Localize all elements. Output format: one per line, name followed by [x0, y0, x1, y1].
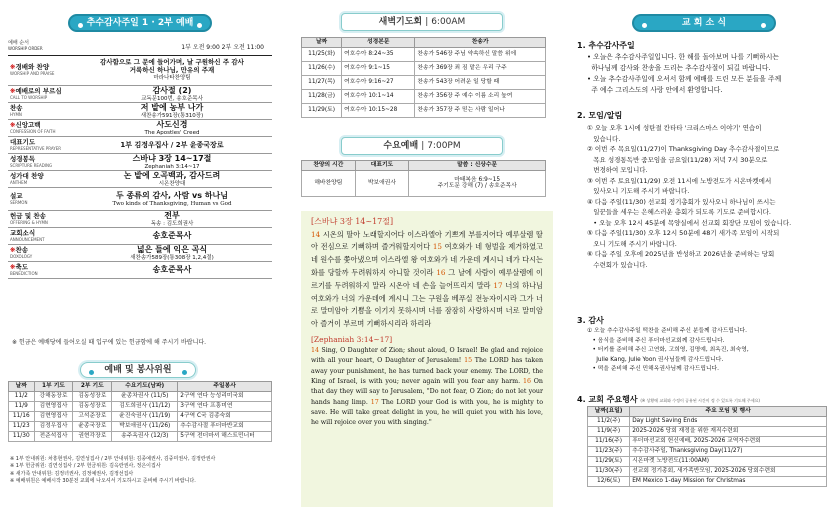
news-title: 교 회 소 식: [681, 17, 727, 28]
news-section-2-items: [587, 123, 833, 270]
order-label: 예배 순서: [8, 40, 29, 46]
worship-order-row: [8, 154, 272, 171]
table-cell: 시온마켓 노방전도(11:00AM): [630, 456, 827, 466]
worship-order-label: [8, 263, 72, 278]
order-item-en: SERMON: [10, 199, 28, 205]
order-item-ko: 찬송: [10, 103, 23, 112]
worship-order-row: [8, 120, 272, 137]
order-item-ko: 성가대 찬양: [10, 171, 44, 180]
table-cell: 11/2: [9, 391, 35, 401]
table-cell: 김정우집사: [34, 421, 73, 431]
events-table: [587, 406, 827, 487]
order-item-main: 감사절 (2): [152, 85, 192, 95]
order-label-en: WORSHIP ORDER: [8, 46, 43, 51]
wed-praise-team: 해바찬양팀: [302, 170, 356, 196]
worship-order-content: [72, 210, 272, 228]
dawn-time: 6:00AM: [431, 16, 466, 27]
table-row: [302, 47, 546, 61]
order-item-ko: 설교: [10, 191, 23, 200]
table-cell: 5구역 전더마셔 해스트민너터: [178, 431, 272, 441]
offering-note: ※ 헌금은 예배당에 들어오실 때 입구에 있는 헌금함에 해 주시기 바랍니다.: [12, 339, 207, 346]
order-item-ko: ❋예배로의 부르심: [10, 86, 62, 95]
order-item-main: 논 밭에 오곡백과, 감사드려: [123, 170, 221, 180]
table-header-cell: 수요기도(남파): [112, 382, 178, 392]
table-cell: 선교회 정기총회, 새가족반모임, 2025-2026 당회수련회: [630, 466, 827, 476]
order-item-ko: ❋축도: [10, 262, 29, 271]
order-item-en: REPRESENTATIVE PRAYER: [10, 145, 62, 151]
table-row: [588, 456, 827, 466]
verse-number: 16: [436, 268, 446, 278]
verse-number: 17: [370, 398, 379, 406]
news-line: ④ 다음 주일(11/30) 선교회 정기총회가 있사오니 하나님이 쓰시는: [587, 197, 776, 206]
wed-prayer: 박보애권사: [355, 170, 409, 196]
news-line: 수련회가 있습니다.: [587, 260, 648, 269]
table-cell: 추수감사절 푸더마반교회: [178, 421, 272, 431]
service-times: 1부 오전 9:00 2부 오전 11:00: [181, 44, 264, 51]
news-line: ⑤ 다음 주일(11/30) 오후 12시 50분에 48기 새가족 모임이 시작되: [587, 229, 780, 238]
table-row: [9, 421, 272, 431]
table-row: [588, 446, 827, 456]
table-cell: 11/29(토): [588, 456, 630, 466]
table-header-cell: 말씀 : 신상수문: [409, 161, 546, 171]
table-cell: 김동성장로: [73, 401, 112, 411]
order-item-ko: ❋신앙고백: [10, 120, 41, 129]
order-item-sub: 새찬송가591장(통310장): [140, 112, 204, 119]
table-row: [588, 476, 827, 486]
order-item-en: WORSHIP AND PRAISE: [10, 71, 55, 76]
order-item-ko: ❋찬송: [10, 245, 29, 254]
standing-mark-icon: ❋: [10, 63, 16, 72]
order-item-main: 저 밭에 농부 나가: [140, 102, 204, 112]
worship-order-label: [8, 87, 72, 102]
table-cell: 11/25(화): [302, 47, 342, 61]
scripture-english: 14 Sing, O Daughter of Zion; shout aloud, O Israel! Be glad and rejoice with all your heart, O Daughter of Jerusalem! 15 The LORD has taken away your punishment, he has turned back your enemy. The LORD, the King of Israel, is with you; never again will you fear any harm. 16 On that day they will say to Jerusalem, "Do not fear, O Zion; do not let your hands hang limp. 17 The LORD your God is with you, he is mighty to save. He will take great delight in you, he will quiet you with his love, he will rejoice over you with singing.": [311, 347, 543, 427]
wed-passage: 마태복음 6:9~15: [454, 176, 501, 183]
scripture-box: [301, 211, 553, 507]
worship-order-row: [8, 262, 272, 279]
table-row: [588, 466, 827, 476]
worship-order-content: [72, 140, 272, 150]
order-item-main: 스바냐 3장 14~17절: [132, 153, 212, 163]
news-section-4-title: 4. 교회 주요행사: [577, 395, 638, 404]
table-header-cell: 날짜: [9, 382, 35, 392]
table-cell: 윤진숙권사 (11/19): [112, 411, 178, 421]
table-cell: 찬송가 543장 어려운 일 당할 때: [415, 75, 546, 89]
table-cell: 여호수아 8:24~35: [342, 47, 415, 61]
order-item-sub2: 마라나타찬양팀: [153, 75, 191, 81]
table-header-cell: 대표기도: [355, 161, 409, 171]
news-line: • 오늘 오후 12시 45분에 목양실에서 선교회 회장단 모임이 있습니다.: [587, 218, 792, 227]
worship-order-content: [72, 170, 272, 188]
table-cell: 2구역 연다 능성리미국회: [178, 391, 272, 401]
table-row: [302, 75, 546, 89]
news-line: Julie Kang, Julie Yoon 권사님들께 감사드립니다.: [587, 356, 724, 363]
worship-title: 추수감사주일 1 · 2부 예배: [86, 17, 194, 28]
news-line: • 음식을 준비해 주신 푸더마선교회께 감사드립니다.: [587, 337, 725, 344]
table-cell: 12/6(토): [588, 476, 630, 486]
news-section-2: 2. 모임/알림: [577, 111, 623, 120]
news-section-1-items: [587, 52, 833, 96]
table-cell: 3구역 연다 프흥미연: [178, 401, 272, 411]
worship-order-content: [72, 119, 272, 137]
worship-order-row: [8, 171, 272, 188]
table-header-cell: 날짜(요일): [588, 407, 630, 417]
worship-order-row: [8, 245, 272, 262]
table-header-cell: 찬양의 시간: [302, 161, 356, 171]
order-item-sub: 새찬송가589장(통308장 1,2,4절): [130, 254, 214, 261]
order-item-main: 1부 김정우집사 / 2부 윤종국장로: [120, 140, 224, 149]
standing-mark-icon: ❋: [10, 245, 16, 254]
table-cell: 김동성장로: [73, 391, 112, 401]
order-item-en: HYMN: [10, 111, 22, 117]
table-cell: 박보애권사 (11/26): [112, 421, 178, 431]
worship-order-row: [8, 188, 272, 211]
table-cell: 찬송가 546장 주님 약속하신 말씀 위에: [415, 47, 546, 61]
standing-mark-icon: ❋: [10, 120, 16, 129]
table-cell: 여호수아 9:16~27: [342, 75, 415, 89]
worship-order-content: [72, 264, 272, 276]
table-header-cell: 성경본문: [342, 38, 415, 48]
table-cell: 11/30(주): [588, 466, 630, 476]
order-item-main: 넓은 들에 익은 곡식: [136, 244, 208, 254]
volunteers-table: [8, 381, 272, 442]
scripture-korean: 14 시온의 딸아 노래할지어다 이스라엘아 기쁘게 부를지어다 예루살렘 딸아 전심으로 기뻐하며 즐거워할지어다 15 여호와가 네 형벌을 제거하였고 네 원수를 쫓아냈으며 이스라엘 왕 여호와가 네 가운데 계시니 네가 다시는 화를 당할까 두려워하지 아니할 것이라 16 그 날에 사람이 예루살렘에 이르기를 두려워하지 말라 시온아 네 손을 늘어뜨리지 말라 17 너의 하나님 여호와가 너의 가운데에 계시니 그는 구원을 베푸실 전능자이시라 그가 너로 말미암아 기쁨을 이기지 못하시며 너를 잠잠히 사랑하시며 너로 말미암아 즐거이 부르며 기뻐하시리라 하리라: [311, 229, 544, 329]
news-title-banner: [632, 14, 776, 32]
table-row: [302, 89, 546, 103]
table-cell: 11/28(금): [302, 89, 342, 103]
dawn-title-banner: 새벽기도회 | 6:00AM: [341, 13, 503, 31]
verse-number: 17: [493, 280, 503, 290]
table-cell: 김현영집사: [34, 411, 73, 421]
table-cell: 11/26(수): [302, 61, 342, 75]
worship-order-label: [8, 155, 72, 170]
order-item-main: 전부: [164, 210, 180, 220]
news-line: • 오늘 추수감사주일에 오셔서 함께 예배를 드린 모든 분들을 주께: [587, 74, 782, 83]
news-line: ① 오늘 추수감사주일 떡찬을 준비해 주신 분들께 감사드립니다.: [587, 328, 747, 334]
table-cell: EM Mexico 1-day Mission for Christmas: [630, 476, 827, 486]
standing-mark-icon: ❋: [10, 86, 16, 95]
order-item-en: SCRIPTURE READING: [10, 162, 53, 168]
table-cell: 11/29(토): [302, 103, 342, 117]
order-item-sub: Two kinds of Thanksgiving, Human vs God: [112, 200, 232, 207]
wed-table: [301, 160, 546, 197]
order-item-sub: 거룩하신 하나님, 만유의 주재: [129, 66, 215, 75]
table-row: [9, 401, 272, 411]
wed-sermon-title: 주기도문 강해 (7) / 송호준목사: [437, 183, 517, 190]
table-cell: 찬송가 369장 죄 짐 맡은 우리 구주: [415, 61, 546, 75]
dawn-table: [301, 37, 546, 118]
worship-order-content: [72, 58, 272, 82]
table-row: [9, 391, 272, 401]
scripture-ref-en: [Zephaniah 3:14~17]: [311, 335, 393, 345]
news-line: • 터키를 준비해 주신 고연화, 고희영, 김명예, 최옥진, 최숙영,: [587, 347, 749, 354]
table-cell: 11/16(주): [588, 436, 630, 446]
table-cell: 여호수아 10:15~28: [342, 103, 415, 117]
worship-order-label: [8, 172, 72, 187]
order-item-en: OFFERING & HYMN: [10, 219, 48, 225]
wed-sermon: [409, 170, 546, 196]
table-cell: 찬송가 356장 주 예수 이름 소리 높여: [415, 89, 546, 103]
news-line: 있사오니 기도해 주시기 바랍니다.: [587, 187, 690, 196]
volunteer-note: ※ 1부 안내위원: 차흥현권사, 김연성집사 / 2부 안내위원: 김종예권사, 김중미권사, 김정란권사: [10, 456, 216, 462]
volunteers-title-banner: [80, 362, 196, 378]
table-cell: 전준석집사: [34, 431, 73, 441]
table-row: [9, 431, 272, 441]
news-line: ① 오늘 오후 1시에 성탄절 칸타타 '크리스마스 이야기' 연습이: [587, 124, 762, 132]
order-item-main: 사도신경: [156, 119, 188, 129]
news-line: 일꾼들을 세우는 은혜스러운 총회가 되도록 기도로 준비합시다.: [587, 208, 771, 217]
order-header: [8, 40, 43, 52]
worship-order-label: [8, 104, 72, 119]
table-row: [302, 61, 546, 75]
worship-order-content: [72, 244, 272, 262]
table-cell: 김도희권사 (11/12): [112, 401, 178, 411]
table-cell: 김현영집사: [34, 401, 73, 411]
news-line: 있습니다.: [587, 134, 621, 143]
table-cell: 11/23: [9, 421, 35, 431]
order-item-sub: Zephaniah 3:14~17: [144, 163, 200, 170]
order-item-en: ANNOUNCEMENT: [10, 236, 45, 242]
scripture-ref-ko: [스바냐 3장 14~17절]: [311, 217, 394, 226]
wed-title-banner: 수요예배 | 7:00PM: [341, 137, 503, 155]
order-item-en: ANTHEM: [10, 179, 28, 185]
table-header-cell: 찬송가: [415, 38, 546, 48]
worship-order-label: [8, 63, 72, 78]
order-item-main: 송호준목사: [152, 231, 192, 241]
order-item-ko: 교회소식: [10, 228, 36, 237]
order-item-ko: 성경봉독: [10, 154, 36, 163]
volunteer-note: ※ 1부 헌금위원: 김연성집사 / 2부 헌금위원: 김옥란권사, 정은이집사: [10, 463, 161, 470]
news-line: 목요 성경통독반 줌모임을 금요일(11/28) 저녁 7시 30분으로: [587, 155, 768, 164]
table-cell: 11/23(주): [588, 446, 630, 456]
table-cell: 11/27(목): [302, 75, 342, 89]
news-section-4: [577, 395, 760, 405]
worship-order-row: [8, 103, 272, 120]
table-header-cell: 주요 모임 및 행사: [630, 407, 827, 417]
volunteer-notes: [10, 456, 272, 485]
table-cell: 윤종차권사 (11/5): [112, 391, 178, 401]
news-section-3: 3. 감사: [577, 316, 604, 325]
table-row: [588, 416, 827, 426]
verse-number: 14: [311, 229, 321, 239]
verse-number: 14: [311, 347, 320, 355]
news-section-1: 1. 추수감사주일: [577, 41, 635, 50]
order-item-sub: The Apostles' Creed: [144, 129, 200, 136]
table-cell: 권현각장로: [73, 431, 112, 441]
worship-order-content: [72, 85, 272, 103]
worship-order-content: [72, 102, 272, 120]
dawn-title: 새벽기도회: [378, 16, 423, 27]
table-cell: 11/16: [9, 411, 35, 421]
order-item-main: 두 종류의 감사, 사람 vs 하나님: [116, 190, 228, 200]
news-line: • 오늘은 추수감사주일입니다. 한 해를 돌아보며 나를 기뻐하시는: [587, 53, 780, 61]
table-cell: 추수감사주일, Thanksgiving Day(11/27): [630, 446, 827, 456]
worship-order-content: [72, 230, 272, 242]
table-cell: Day Light Saving Ends: [630, 416, 827, 426]
news-line: 하나님께 감사와 찬송을 드리는 추수감사절이 되길 바랍니다.: [587, 63, 771, 72]
table-header-cell: 2부 기도: [73, 382, 112, 392]
worship-order-row: [8, 228, 272, 245]
verse-number: 16: [522, 378, 531, 386]
worship-order-list: [8, 55, 272, 279]
order-item-ko: 헌금 및 찬송: [10, 211, 46, 220]
worship-order-label: [8, 212, 72, 227]
table-header-cell: 날짜: [302, 38, 342, 48]
worship-order-content: [72, 190, 272, 208]
worship-column: [0, 0, 272, 507]
wed-time: 7:00PM: [427, 140, 461, 151]
order-item-main: 감사함으로 그 문에 들어가며, 날 구원하신 주 감사: [100, 58, 244, 67]
table-cell: 여호수아 9:1~15: [342, 61, 415, 75]
volunteer-note: ※ 새가족 안내위원: 김정녀권사, 김정예권사, 김정선집사: [10, 470, 134, 477]
table-cell: 여호수아 10:1~14: [342, 89, 415, 103]
worship-order-row: [8, 56, 272, 86]
worship-order-content: [72, 153, 272, 171]
order-item-main: 송호준목사: [152, 265, 192, 275]
worship-order-label: [8, 121, 72, 136]
order-item-en: CALL TO WORSHIP: [10, 94, 48, 100]
order-item-en: DOXOLOGY: [10, 253, 33, 259]
order-item-ko: 대표기도: [10, 137, 36, 146]
worship-order-label: [8, 192, 72, 207]
standing-mark-icon: ❋: [10, 262, 16, 271]
worship-order-row: [8, 86, 272, 103]
table-header-cell: 1부 기도: [34, 382, 73, 392]
table-cell: 송주옥권사 (12/3): [112, 431, 178, 441]
worship-order-label: [8, 138, 72, 153]
volunteers-title: 예배 및 봉사위원: [104, 364, 172, 375]
table-cell: 11/9: [9, 401, 35, 411]
table-cell: 11/2(주): [588, 416, 630, 426]
worship-order-row: [8, 211, 272, 228]
table-header-cell: 주일봉사: [178, 382, 272, 392]
table-cell: 찬송가 357장 주 믿는 사람 일어나: [415, 103, 546, 117]
order-item-sub: 독송 : 김도희권사: [150, 220, 194, 227]
news-section-3-items: [587, 327, 833, 375]
table-cell: 4구역 C국 김종숙회: [178, 411, 272, 421]
order-item-ko: ❋경배와 찬양: [10, 63, 50, 72]
news-section-4-note: (※ 상황에 교회와 수정이 공유된 시간이 정 수 있도록 기도해 주세요): [640, 398, 760, 403]
order-item-sub: 교독문100번, 송호준목사: [141, 95, 203, 102]
table-cell: 2025-2026 당회 재정을 위한 재직수련회: [630, 426, 827, 436]
news-line: ⑥ 다음 주일 오후에 2025년을 반성하고 2026년을 준비하는 당회: [587, 250, 775, 259]
worship-order-label: [8, 229, 72, 244]
news-line: 오니 기도해 주시기 바랍니다.: [587, 239, 677, 248]
news-line: 변경하여 모입니다.: [587, 166, 648, 175]
news-line: 주 예수 그리스도의 사랑 안에서 환영합니다.: [587, 85, 723, 94]
wed-title: 수요예배: [383, 140, 419, 151]
order-item-en: CONFESSION OF FAITH: [10, 128, 56, 134]
worship-order-label: [8, 246, 72, 261]
news-line: ③ 이번 주 토요일(11/29) 오전 11시에 노방전도가 시온마켓에서: [587, 176, 772, 185]
table-cell: 푸더마선교회 헌신예배, 2025-2026 교역자수련회: [630, 436, 827, 446]
table-cell: 강해동장로: [34, 391, 73, 401]
table-cell: 11/30: [9, 431, 35, 441]
table-cell: 윤종국장로: [73, 421, 112, 431]
table-row: [588, 426, 827, 436]
worship-order-row: [8, 137, 272, 154]
news-column: [564, 0, 835, 507]
order-item-en: BENEDICTION: [10, 270, 38, 276]
verse-number: 15: [464, 357, 473, 365]
table-row: [588, 436, 827, 446]
verse-number: 15: [432, 242, 442, 252]
table-cell: 고석준장로: [73, 411, 112, 421]
news-line: • 떡을 준비해 주신 민해옥권사님께 감사드립니다.: [587, 366, 719, 373]
worship-title-banner: [68, 14, 212, 32]
table-row: [9, 411, 272, 421]
table-cell: 11/9(주): [588, 426, 630, 436]
table-row: [302, 103, 546, 117]
volunteer-note: ※ 예배위원은 예배시작 30분전 교회에 나오셔서 기도하시고 준비해 주시기 바랍니다.: [10, 477, 196, 484]
order-item-sub: 시온찬양대: [158, 180, 186, 187]
news-line: ② 이번 주 목요일(11/27)이 Thanksgiving Day 추수감사절이므로: [587, 145, 780, 154]
